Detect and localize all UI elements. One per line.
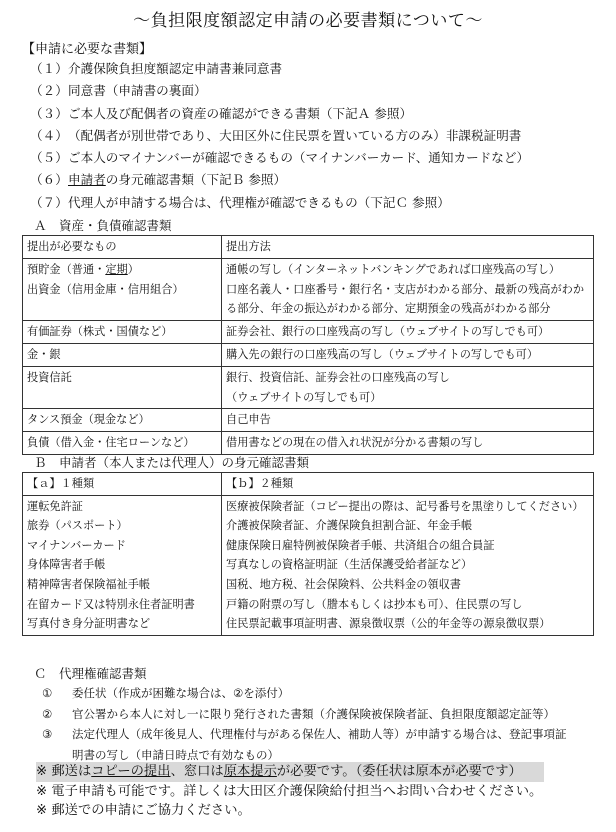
table-cell: 出資金（信用金庫・信用組合） (27, 282, 184, 296)
list-item: （３）ご本人及び配偶者の資産の確認ができる書類（下記Ａ 参照） (30, 105, 413, 121)
list-item: 介護被保険者証、介護保険負担割合証、年金手帳 (226, 519, 473, 533)
table-header-row (23, 236, 594, 259)
list-item: 国税、地方税、社会保険料、公共料金の領収書 (226, 577, 461, 591)
list-item: ③ 法定代理人（成年後見人、代理権付与がある保佐人、補助人等）が申請する場合は、登記事項証 (42, 727, 567, 742)
table-header: 【ａ】１種類 (23, 473, 222, 496)
list-item: 写真付き身分証明書など (27, 617, 151, 631)
table-cell: 証券会社、銀行の口座残高の写し（ウェブサイトの写しでも可） (222, 321, 594, 344)
table-row (23, 409, 594, 432)
list-item: 医療被保険者証（コピー提出の際は、記号番号を黒塗りしてください） (226, 499, 584, 513)
table-cell: 金・銀 (23, 343, 222, 366)
table-cell: 負債（借入金・住宅ローンなど） (23, 432, 222, 455)
note-mail: ※ 郵送はコピーの提出、窓口は原本提示が必要です。（委任状は原本が必要です） (36, 762, 544, 782)
table-cell: 投資信託 (23, 366, 222, 409)
required-heading: 【申請に必要な書類】 (22, 42, 153, 57)
list-item: （７）代理人が申請する場合は、代理権が確認できるもの（下記Ｃ 参照） (30, 194, 450, 210)
note-electronic: ※ 電子申請も可能です。詳しくは大田区介護保険給付担当へお問い合わせください。 (36, 783, 543, 799)
table-cell: タンス預金（現金など） (23, 409, 222, 432)
table-header-row (23, 473, 594, 496)
proxy-list (42, 683, 567, 765)
table-row (23, 495, 594, 635)
table-cell: （ウェブサイトの写しでも可） (226, 390, 382, 404)
table-cell: 銀行、投資信託、証券会社の口座残高の写し (226, 370, 450, 384)
list-item: ① 委任状（作成が困難な場合は、②を添付） (42, 686, 290, 700)
list-item: 身体障害者手帳 (27, 558, 106, 572)
list-item: 健康保険日雇特例被保険者手帳、共済組合の組合員証 (226, 538, 495, 552)
section-b-title: Ｂ 申請者（本人または代理人）の身元確認書類 (34, 455, 310, 470)
table-row (23, 343, 594, 366)
table-cell: 預貯金（普通・定期） (27, 262, 139, 276)
identity-table (22, 472, 594, 636)
table-cell: 購入先の銀行の口座残高の写し（ウェブサイトの写しでも可） (222, 343, 594, 366)
table-header: 【ｂ】２種類 (222, 473, 594, 496)
table-cell: 有価証券（株式・国債など） (23, 321, 222, 344)
table-row (23, 366, 594, 409)
list-item: 写真なしの資格証明証（生活保護受給者証など） (226, 558, 473, 572)
list-item: 戸籍の附票の写し（謄本もしくは抄本も可）、住民票の写し (226, 597, 523, 611)
table-cell: 口座名義人・口座番号・銀行名・支店がわかる部分、最新の残高がわか (226, 282, 585, 296)
list-item: 精神障害者保険福祉手帳 (27, 577, 151, 591)
list-item: （１）介護保険負担度額認定申請書兼同意書 (30, 61, 283, 76)
applicant-underlined: 申請者 (68, 172, 106, 188)
table-header: 提出が必要なもの (23, 236, 222, 259)
list-item: 旅券（パスポート） (27, 519, 128, 533)
list-item: 明書の写し（申請日時点で有効なもの） (72, 747, 279, 762)
table-cell: 自己申告 (222, 409, 594, 432)
section-c-title: Ｃ 代理権確認書類 (34, 666, 147, 681)
table-row (23, 432, 594, 455)
table-cell: 通帳の写し（インターネットバンキングであれば口座残高の写し） (226, 262, 561, 276)
notes (36, 762, 544, 821)
page-title: ～負担限度額認定申請の必要書類について～ (133, 11, 483, 31)
list-item: （６）申請者の身元確認書類（下記Ｂ 参照） (30, 172, 287, 188)
list-item: マイナンバーカード (27, 538, 126, 552)
table-cell: る部分、年金の振込がわかる部分、定期預金の残高がわかる部分 (226, 302, 551, 316)
list-item: 住民票記載事項証明書、源泉徴収票（公的年金等の源泉徴収票） (226, 617, 551, 631)
table-header: 提出方法 (222, 236, 594, 259)
asset-table (22, 235, 594, 455)
list-item: （５）ご本人のマイナンバーが確認できるもの（マイナンバーカード、通知カードなど） (30, 150, 530, 166)
required-list (30, 58, 529, 214)
table-row (23, 321, 594, 344)
table-row (23, 258, 594, 320)
list-item: 運転免許証 (27, 499, 83, 513)
table-cell: 借用書などの現在の借入れ状況が分かる書類の写し (222, 432, 594, 455)
list-item: （４）（配偶者が別世帯であり、大田区外に住民票を置いている方のみ）非課税証明書 (30, 127, 522, 143)
note-cooperation: ※ 郵送での申請にご協力ください。 (36, 803, 251, 818)
list-item: 在留カード又は特別永住者証明書 (27, 597, 195, 611)
section-a-title: Ａ 資産・負債確認書類 (34, 218, 172, 233)
list-item: ② 官公署から本人に対し一に限り発行された書類（介護保険被保険者証、負担限度額認定証等） (42, 706, 555, 721)
list-item: （２）同意書（申請書の裏面） (30, 83, 207, 99)
